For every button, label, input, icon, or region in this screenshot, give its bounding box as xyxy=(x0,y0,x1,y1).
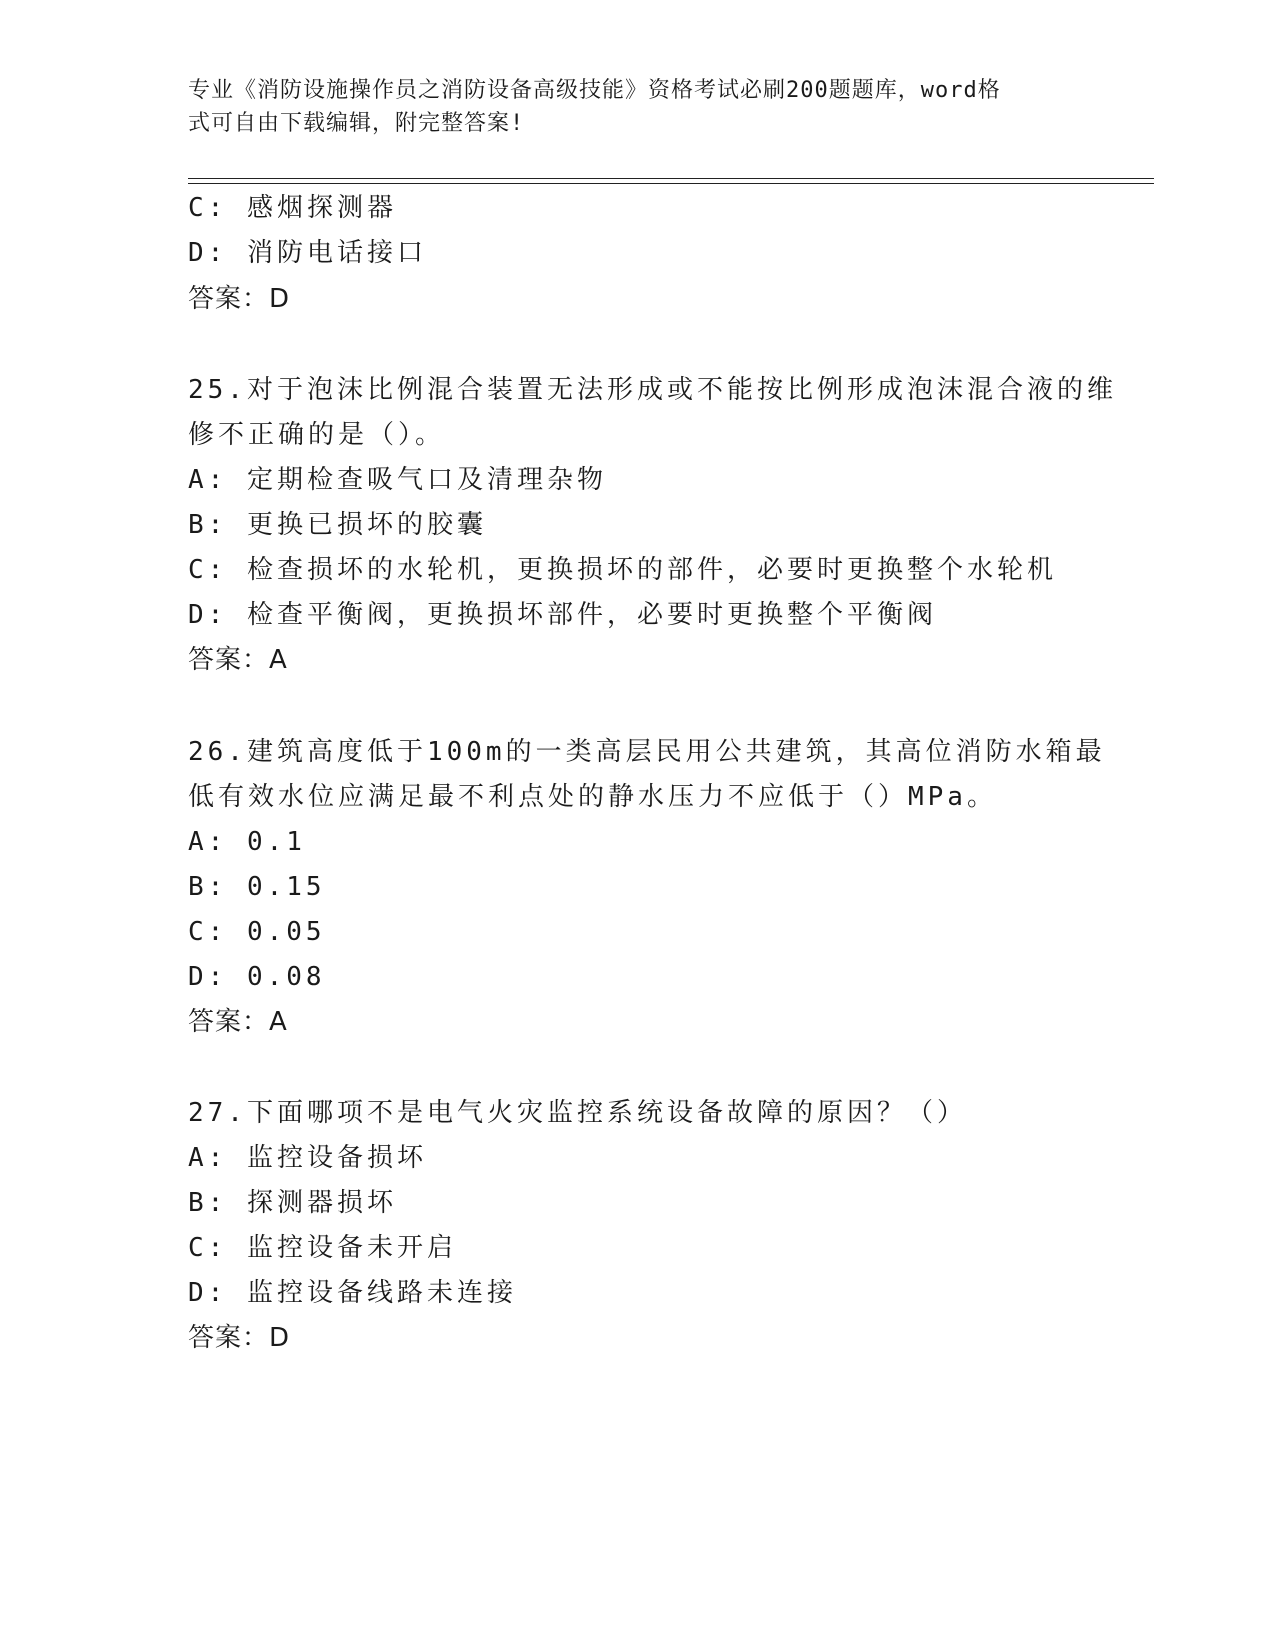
q26-stem-line-1: 26.建筑高度低于100m的一类高层民用公共建筑，其高位消防水箱最 xyxy=(188,737,1106,767)
q27-answer: 答案：D xyxy=(188,1323,291,1353)
q25-option-d: D: 检查平衡阀，更换损坏部件，必要时更换整个平衡阀 xyxy=(188,600,937,630)
q25-stem-line-2: 修不正确的是（）。 xyxy=(188,420,446,450)
q26-option-b: B: 0.15 xyxy=(188,872,326,902)
header-divider-top xyxy=(188,178,1154,179)
header-line-1: 专业《消防设施操作员之消防设备高级技能》资格考试必刷200题题库，word格 xyxy=(188,78,1001,103)
q26-option-d: D: 0.08 xyxy=(188,962,326,992)
q27-option-d: D: 监控设备线路未连接 xyxy=(188,1278,517,1308)
q24-option-d: D: 消防电话接口 xyxy=(188,238,427,268)
q25-option-b: B: 更换已损坏的胶囊 xyxy=(188,510,487,540)
q24-option-c: C: 感烟探测器 xyxy=(188,193,397,223)
q26-option-c: C: 0.05 xyxy=(188,917,326,947)
q25-option-a: A: 定期检查吸气口及清理杂物 xyxy=(188,465,607,495)
q25-answer: 答案：A xyxy=(188,645,288,675)
q26-answer: 答案：A xyxy=(188,1007,288,1037)
q26-stem-line-2: 低有效水位应满足最不利点处的静水压力不应低于（）MPa。 xyxy=(188,782,997,812)
q26-option-a: A: 0.1 xyxy=(188,827,306,857)
document-header xyxy=(188,74,1068,140)
q27-option-b: B: 探测器损坏 xyxy=(188,1188,397,1218)
header-line-2: 式可自由下载编辑，附完整答案! xyxy=(188,111,525,136)
q24-answer: 答案：D xyxy=(188,284,291,314)
q25-stem-line-1: 25.对于泡沫比例混合装置无法形成或不能按比例形成泡沫混合液的维 xyxy=(188,375,1117,405)
q27-option-c: C: 监控设备未开启 xyxy=(188,1233,457,1263)
q27-stem: 27.下面哪项不是电气火灾监控系统设备故障的原因？（） xyxy=(188,1098,967,1128)
header-divider-bottom xyxy=(188,183,1154,184)
q25-option-c: C: 检查损坏的水轮机，更换损坏的部件，必要时更换整个水轮机 xyxy=(188,555,1057,585)
q27-option-a: A: 监控设备损坏 xyxy=(188,1143,427,1173)
